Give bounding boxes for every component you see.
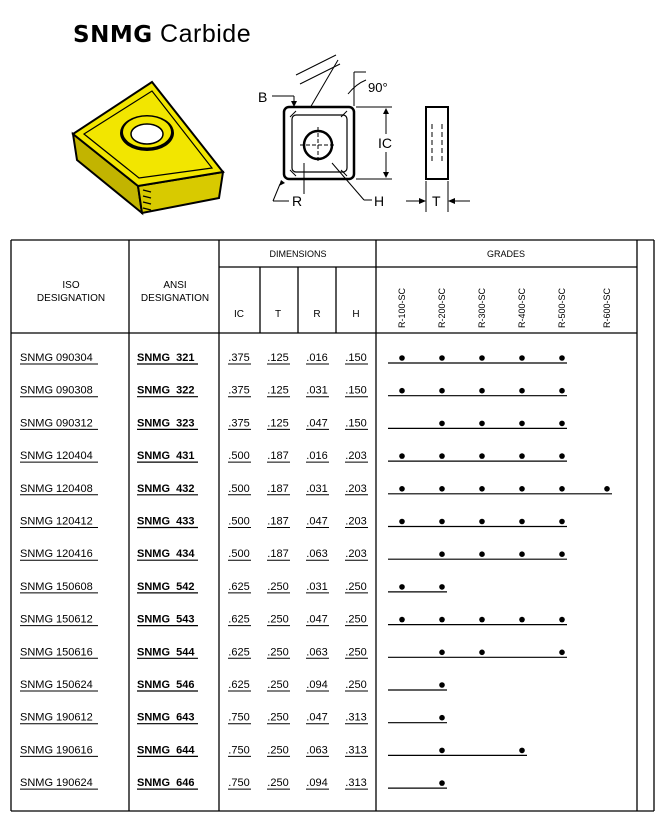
ansi-designation: SNMG 432 <box>137 482 195 495</box>
grade-col-header: R-100-SC <box>397 288 407 329</box>
grade-available-dot <box>399 355 405 361</box>
dim-value: .016 <box>306 352 328 364</box>
grade-available-dot <box>439 584 445 590</box>
grade-available-dot <box>439 715 445 721</box>
dim-value: .750 <box>228 711 250 724</box>
grade-available-dot <box>559 617 565 623</box>
dim-value: .313 <box>345 744 367 757</box>
grade-available-dot <box>439 421 445 427</box>
dim-value: .187 <box>267 515 289 528</box>
dim-value: .047 <box>306 711 328 724</box>
iso-designation: SNMG 150608 <box>20 580 93 593</box>
iso-header-line-1: ISO <box>62 280 80 291</box>
ansi-header-line-2: DESIGNATION <box>140 293 210 304</box>
grade-col-header: R-300-SC <box>477 288 487 329</box>
ansi-designation: SNMG 323 <box>137 417 195 430</box>
grade-available-dot <box>399 584 405 590</box>
ansi-designation: SNMG 431 <box>137 450 195 463</box>
dim-value: .250 <box>267 646 289 659</box>
title-part-2: Carbide <box>160 20 252 48</box>
grade-available-dot <box>439 519 445 525</box>
grade-available-dot <box>439 355 445 361</box>
dim-value: .203 <box>345 548 367 561</box>
dim-value: .375 <box>228 352 250 364</box>
dim-value: .016 <box>306 450 328 463</box>
ansi-designation: SNMG 322 <box>137 384 195 397</box>
ansi-header-line-1: ANSI <box>163 280 187 291</box>
dim-value: .750 <box>228 744 250 757</box>
iso-designation: SNMG 190612 <box>20 711 93 724</box>
dim-value: .625 <box>228 613 250 626</box>
ansi-designation: SNMG 644 <box>137 744 195 757</box>
grade-available-dot <box>559 519 565 525</box>
dim-value: .063 <box>306 744 328 757</box>
label-b: B <box>258 89 268 105</box>
dim-value: .313 <box>345 711 367 724</box>
iso-designation: SNMG 150624 <box>20 679 93 691</box>
grade-available-dot <box>439 748 445 754</box>
dim-col-header: H <box>352 309 360 320</box>
iso-designation: SNMG 120412 <box>20 515 93 528</box>
iso-designation: SNMG 090312 <box>20 417 93 430</box>
dim-value: .500 <box>228 548 250 561</box>
grade-available-dot <box>399 519 405 525</box>
ansi-designation: SNMG 544 <box>137 646 195 659</box>
ansi-designation: SNMG 434 <box>137 548 195 561</box>
grade-available-dot <box>439 486 445 492</box>
grade-available-dot <box>399 453 405 459</box>
grade-available-dot <box>559 388 565 394</box>
grade-available-dot <box>519 388 525 394</box>
grade-available-dot <box>479 486 485 492</box>
dim-col-header: T <box>274 309 282 320</box>
grade-available-dot <box>439 388 445 394</box>
dim-value: .625 <box>228 646 250 659</box>
dim-value: .094 <box>306 777 328 790</box>
grade-available-dot <box>399 486 405 492</box>
grade-available-dot <box>559 551 565 557</box>
grade-available-dot <box>439 650 445 656</box>
grade-available-dot <box>439 453 445 459</box>
grade-available-dot <box>519 519 525 525</box>
iso-designation: SNMG 090304 <box>20 352 93 364</box>
dim-value: .250 <box>267 613 289 626</box>
dim-value: .250 <box>345 580 367 593</box>
grade-available-dot <box>519 421 525 427</box>
dim-value: .375 <box>228 384 250 397</box>
dim-value: .187 <box>267 548 289 561</box>
grade-available-dot <box>479 453 485 459</box>
dim-value: .375 <box>228 417 250 430</box>
dim-value: .500 <box>228 515 250 528</box>
iso-designation: SNMG 120408 <box>20 482 93 495</box>
grade-available-dot <box>519 551 525 557</box>
grade-available-dot <box>519 486 525 492</box>
grade-available-dot <box>519 617 525 623</box>
dim-value: .125 <box>267 417 289 430</box>
grade-available-dot <box>559 650 565 656</box>
iso-designation: SNMG 150612 <box>20 613 93 626</box>
iso-designation: SNMG 120404 <box>20 450 93 463</box>
dim-value: .250 <box>345 646 367 659</box>
iso-designation: SNMG 090308 <box>20 384 93 397</box>
label-r: R <box>292 193 303 209</box>
dim-value: .203 <box>345 515 367 528</box>
dim-value: .031 <box>306 482 328 495</box>
ansi-designation: SNMG 546 <box>137 679 195 691</box>
grade-available-dot <box>519 355 525 361</box>
ansi-designation: SNMG 643 <box>137 711 195 724</box>
iso-header-line-2: DESIGNATION <box>36 293 106 304</box>
iso-designation: SNMG 190624 <box>20 777 93 790</box>
dim-value: .047 <box>306 613 328 626</box>
dim-value: .250 <box>267 711 289 724</box>
grade-available-dot <box>439 780 445 786</box>
dim-value: .250 <box>267 580 289 593</box>
iso-designation: SNMG 190616 <box>20 744 93 757</box>
grade-available-dot <box>479 551 485 557</box>
title-part-1: SNMG <box>73 22 153 48</box>
dim-value: .063 <box>306 646 328 659</box>
label-ic: IC <box>378 135 392 151</box>
ansi-designation: SNMG 433 <box>137 515 195 528</box>
dim-value: .094 <box>306 679 328 691</box>
dim-value: .125 <box>267 384 289 397</box>
dim-value: .150 <box>345 384 367 397</box>
iso-designation: SNMG 120416 <box>20 548 93 561</box>
dim-value: .313 <box>345 777 367 790</box>
grade-available-dot <box>519 748 525 754</box>
label-angle: 90° <box>368 80 388 95</box>
grade-available-dot <box>519 453 525 459</box>
dim-value: .150 <box>345 352 367 364</box>
dim-value: .203 <box>345 482 367 495</box>
grade-col-header: R-600-SC <box>602 288 612 329</box>
grades-header: GRADES <box>486 249 526 259</box>
dim-value: .031 <box>306 384 328 397</box>
grade-available-dot <box>439 551 445 557</box>
grade-available-dot <box>604 486 610 492</box>
ansi-designation: SNMG 543 <box>137 613 195 626</box>
iso-designation: SNMG 150616 <box>20 646 93 659</box>
dim-value: .250 <box>267 744 289 757</box>
dim-value: .150 <box>345 417 367 430</box>
dim-value: .250 <box>267 777 289 790</box>
dim-value: .125 <box>267 352 289 364</box>
dim-value: .047 <box>306 515 328 528</box>
dim-value: .750 <box>228 777 250 790</box>
dim-value: .500 <box>228 482 250 495</box>
dim-value: .250 <box>345 613 367 626</box>
grade-available-dot <box>479 519 485 525</box>
grade-available-dot <box>479 388 485 394</box>
grade-available-dot <box>479 650 485 656</box>
dimensions-header: DIMENSIONS <box>269 249 327 259</box>
grade-available-dot <box>399 388 405 394</box>
ansi-designation: SNMG 542 <box>137 580 195 593</box>
dim-value: .500 <box>228 450 250 463</box>
ansi-designation: SNMG 646 <box>137 777 195 790</box>
grade-available-dot <box>399 617 405 623</box>
dim-value: .250 <box>267 679 289 691</box>
grade-col-header: R-200-SC <box>437 288 447 329</box>
dim-value: .625 <box>228 580 250 593</box>
dim-col-header: R <box>313 309 321 320</box>
ansi-designation: SNMG 321 <box>137 352 195 364</box>
grade-col-header: R-500-SC <box>557 288 567 329</box>
grade-available-dot <box>559 421 565 427</box>
grade-available-dot <box>479 617 485 623</box>
grade-available-dot <box>479 421 485 427</box>
dim-value: .031 <box>306 580 328 593</box>
grade-col-header: R-400-SC <box>517 288 527 329</box>
grade-available-dot <box>439 682 445 688</box>
grade-available-dot <box>479 355 485 361</box>
dim-col-header: IC <box>234 309 244 320</box>
dim-value: .625 <box>228 679 250 691</box>
grade-available-dot <box>559 453 565 459</box>
dim-value: .187 <box>267 482 289 495</box>
label-h: H <box>374 193 385 209</box>
dim-value: .047 <box>306 417 328 430</box>
label-t: T <box>432 193 441 209</box>
grade-available-dot <box>559 486 565 492</box>
dim-value: .187 <box>267 450 289 463</box>
grade-available-dot <box>559 355 565 361</box>
grade-available-dot <box>439 617 445 623</box>
dim-value: .063 <box>306 548 328 561</box>
dim-value: .250 <box>345 679 367 691</box>
dim-value: .203 <box>345 450 367 463</box>
